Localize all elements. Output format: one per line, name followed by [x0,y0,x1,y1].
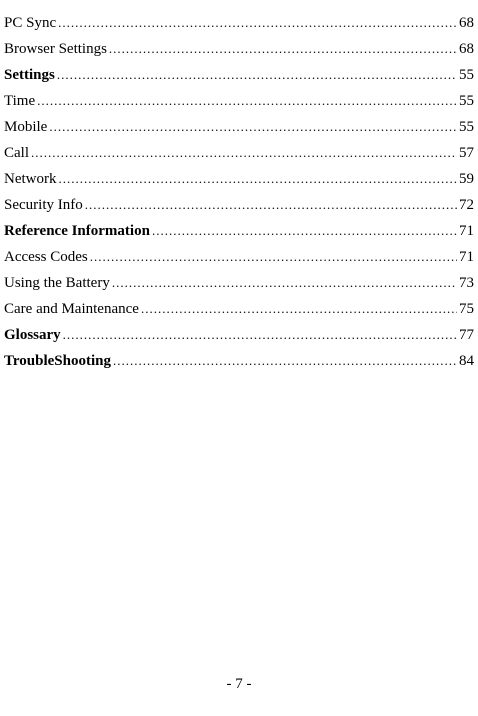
toc-entry-title: Call [4,145,29,161]
toc-entry-page: 55 [459,67,474,83]
toc-entry-page: 55 [459,119,474,135]
toc-entry-care-and-maintenance[interactable] [4,296,474,322]
toc-dot-leader [113,348,457,374]
toc-entry-page: 71 [459,223,474,239]
toc-entry-page: 72 [459,197,474,213]
toc-entry-pc-sync[interactable] [4,10,474,36]
toc-dot-leader [49,114,457,140]
toc-dot-leader [141,296,457,322]
toc-entry-page: 59 [459,171,474,187]
toc-entry-title: PC Sync [4,15,57,31]
toc-entry-title: Glossary [4,327,61,343]
toc-entry-mobile[interactable] [4,114,474,140]
toc-entry-page: 75 [459,301,474,317]
toc-entry-page: 68 [459,41,474,57]
toc-entry-title: Security Info [4,197,83,213]
toc-dot-leader [85,192,457,218]
toc-entry-call[interactable] [4,140,474,166]
toc-entry-page: 55 [459,93,474,109]
toc-entry-title: Browser Settings [4,41,107,57]
toc-dot-leader [63,322,457,348]
toc-entry-settings[interactable] [4,62,474,88]
toc-dot-leader [109,36,457,62]
toc-dot-leader [57,62,457,88]
toc-entry-using-the-battery[interactable] [4,270,474,296]
toc-entry-title: Settings [4,67,55,83]
toc-entry-title: Reference Information [4,223,150,239]
toc-dot-leader [90,244,457,270]
toc-entry-title: Mobile [4,119,48,135]
toc-entry-title: Using the Battery [4,275,110,291]
toc-entry-title: TroubleShooting [4,353,111,369]
toc-dot-leader [152,218,457,244]
toc-dot-leader [112,270,457,296]
toc-entry-page: 68 [459,15,474,31]
toc-entry-page: 84 [459,353,474,369]
page-number: - 7 - [226,676,252,692]
toc-dot-leader [37,88,457,114]
toc-entry-browser-settings[interactable] [4,36,474,62]
toc-entry-title: Care and Maintenance [4,301,139,317]
toc-entry-security-info[interactable] [4,192,474,218]
toc-entry-page: 73 [459,275,474,291]
toc-entry-reference-information[interactable] [4,218,474,244]
toc-entry-title: Network [4,171,57,187]
toc-entry-page: 57 [459,145,474,161]
table-of-contents [4,10,474,374]
toc-entry-troubleshooting[interactable] [4,348,474,374]
toc-entry-glossary[interactable] [4,322,474,348]
toc-entry-time[interactable] [4,88,474,114]
toc-entry-page: 77 [459,327,474,343]
toc-entry-network[interactable] [4,166,474,192]
toc-dot-leader [59,166,458,192]
toc-entry-access-codes[interactable] [4,244,474,270]
toc-entry-title: Access Codes [4,249,88,265]
toc-dot-leader [58,10,457,36]
toc-entry-page: 71 [459,249,474,265]
toc-dot-leader [31,140,457,166]
toc-entry-title: Time [4,93,36,109]
